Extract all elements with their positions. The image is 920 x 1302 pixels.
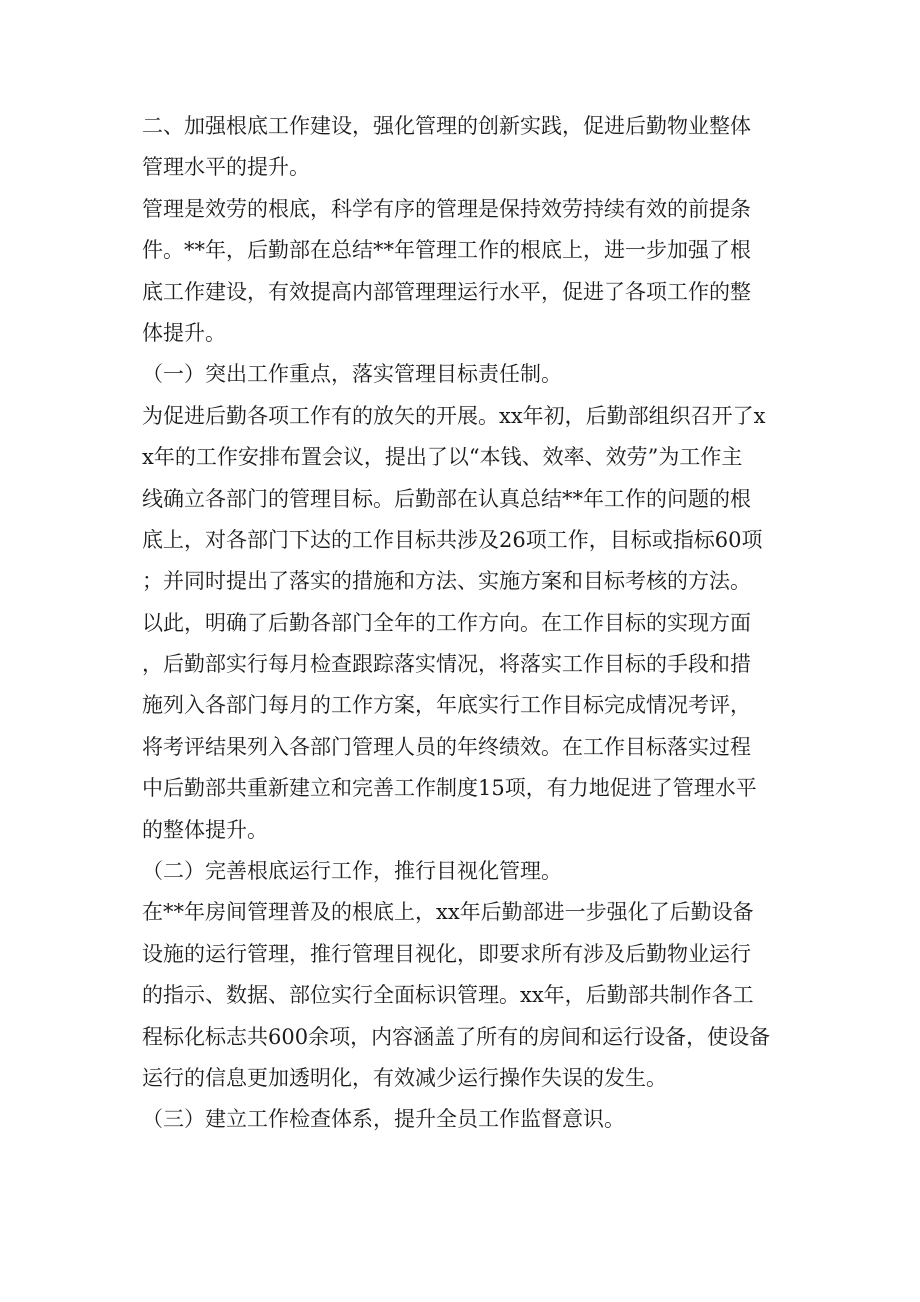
- paragraph-line: 管理是效劳的根底，科学有序的管理是保持效劳持续有效的前提条: [142, 196, 751, 221]
- section-heading-2-cont: 管理水平的提升。: [142, 155, 310, 180]
- paragraph-line: 为促进后勤各项工作有的放矢的开展。xx年初，后勤部组织召开了x: [142, 403, 766, 428]
- paragraph-line: 底工作建设，有效提高内部管理理运行水平，促进了各项工作的整: [142, 279, 751, 304]
- paragraph-line: 体提升。: [142, 320, 226, 345]
- paragraph-line: 运行的信息更加透明化，有效减少运行操作失误的发生。: [142, 1065, 667, 1090]
- document-body: [142, 106, 782, 1141]
- paragraph-line: ；并同时提出了落实的措施和方法、实施方案和目标考核的方法。: [142, 569, 751, 594]
- subsection-heading-3: （三）建立工作检查体系，提升全员工作监督意识。: [142, 1107, 625, 1132]
- subsection-heading-1: （一）突出工作重点，落实管理目标责任制。: [142, 362, 562, 387]
- paragraph-line: 设施的运行管理，推行管理目视化，即要求所有涉及后勤物业运行: [142, 941, 751, 966]
- paragraph-line: 件。**年，后勤部在总结**年管理工作的根底上，进一步加强了根: [142, 238, 751, 263]
- paragraph-line: 程标化标志共600余项，内容涵盖了所有的房间和运行设备，使设备: [142, 1024, 771, 1049]
- subsection-heading-2: （二）完善根底运行工作，推行目视化管理。: [142, 859, 562, 884]
- paragraph-line: 线确立各部门的管理目标。后勤部在认真总结**年工作的问题的根: [142, 486, 751, 511]
- paragraph-line: 底上，对各部门下达的工作目标共涉及26项工作，目标或指标60项: [142, 527, 763, 552]
- paragraph-line: 以此，明确了后勤各部门全年的工作方向。在工作目标的实现方面: [142, 610, 751, 635]
- paragraph-line: 的指示、数据、部位实行全面标识管理。xx年，后勤部共制作各工: [142, 983, 754, 1008]
- paragraph-line: 施列入各部门每月的工作方案，年底实行工作目标完成情况考评，: [142, 693, 751, 718]
- paragraph-line: 的整体提升。: [142, 817, 268, 842]
- paragraph-line: 将考评结果列入各部门管理人员的年终绩效。在工作目标落实过程: [142, 734, 751, 759]
- paragraph-line: x年的工作安排布置会议，提出了以“本钱、效率、效劳”为工作主: [142, 445, 743, 470]
- paragraph-line: 中后勤部共重新建立和完善工作制度15项，有力地促进了管理水平: [142, 776, 757, 801]
- paragraph-line: 在**年房间管理普及的根底上，xx年后勤部进一步强化了后勤设备: [142, 900, 754, 925]
- paragraph-line: ，后勤部实行每月检查跟踪落实情况，将落实工作目标的手段和措: [142, 652, 751, 677]
- section-heading-2: 二、加强根底工作建设，强化管理的创新实践，促进后勤物业整体: [142, 114, 751, 138]
